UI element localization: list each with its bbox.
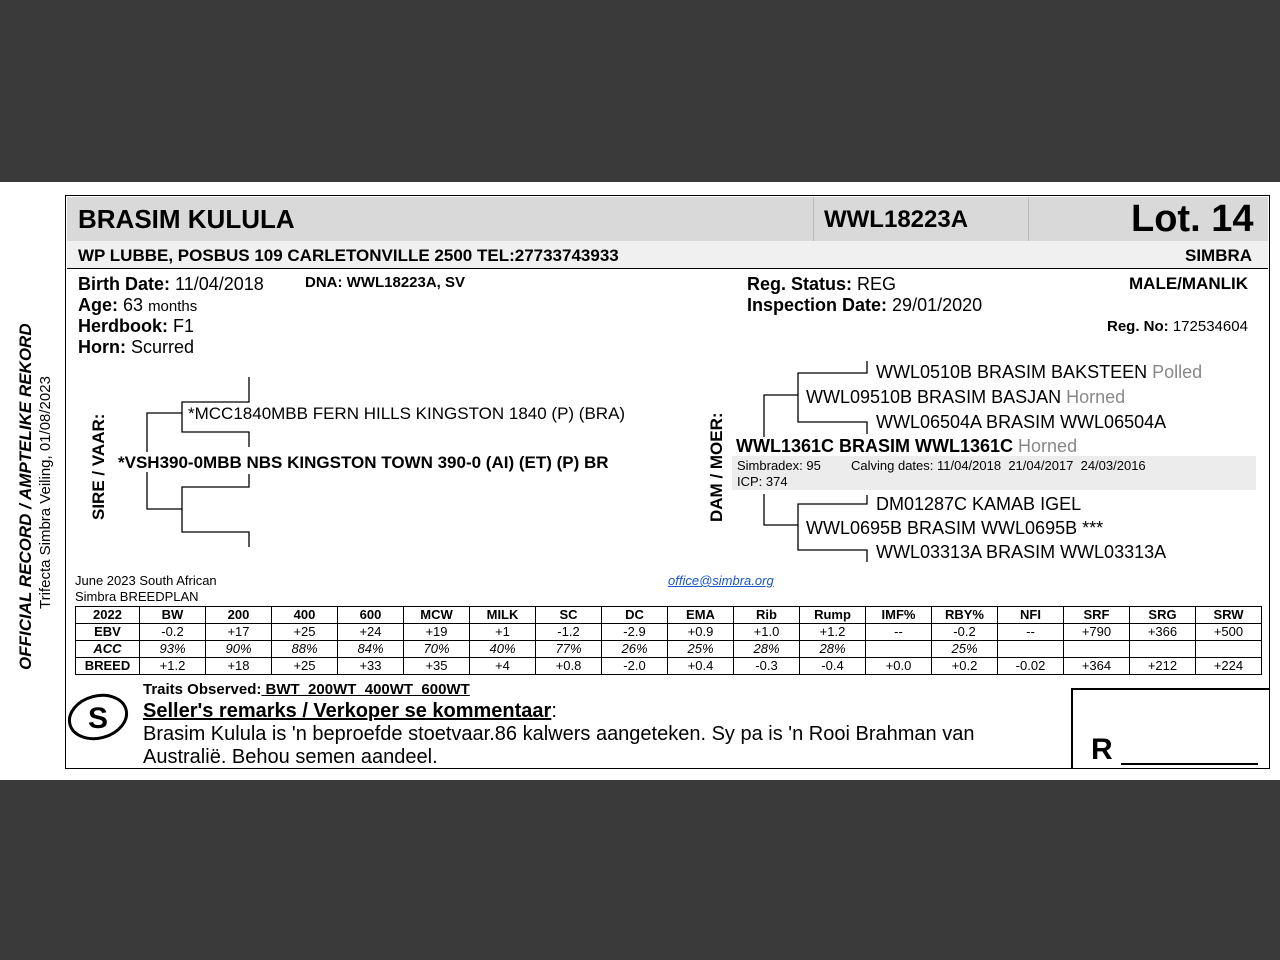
reserve-label: R — [1091, 733, 1113, 766]
ebv-col-srg: SRG — [1130, 607, 1196, 624]
ebv-col-nfi: NFI — [998, 607, 1064, 624]
ebv-col-srf: SRF — [1064, 607, 1130, 624]
animal-id: WWL18223A — [824, 206, 969, 233]
ebv-col-rby: RBY% — [932, 607, 998, 624]
ebv-cell — [998, 641, 1064, 658]
ebv-cell: -1.2 — [536, 624, 602, 641]
dam-calving-dates: Calving dates: 11/04/2018 21/04/2017 24/03/2016 — [851, 458, 1146, 473]
ebv-cell: +19 — [404, 624, 470, 641]
ebv-cell: +25 — [272, 624, 338, 641]
dam-dam-sire: DM01287C KAMAB IGEL — [876, 494, 1082, 514]
ebv-cell: -- — [998, 624, 1064, 641]
dam-sire-dam: WWL06504A BRASIM WWL06504A — [876, 412, 1167, 432]
ebv-cell — [1130, 641, 1196, 658]
sale-label: Trifecta Simbra Veiling, 01/08/2023 — [37, 376, 54, 609]
ebv-cell: +33 — [338, 658, 404, 675]
dam-sire: WWL09510B BRASIM BASJAN Horned — [806, 387, 1126, 407]
ebv-cell: +0.9 — [668, 624, 734, 641]
ebv-cell: -2.0 — [602, 658, 668, 675]
ebv-row-label: ACC — [76, 641, 140, 658]
ebv-cell: +35 — [404, 658, 470, 675]
dam-dam: WWL0695B BRASIM WWL0695B *** — [806, 518, 1104, 538]
ebv-cell — [866, 641, 932, 658]
ebv-cell: +17 — [206, 624, 272, 641]
seller-remarks-line2: Australië. Behou semen aandeel. — [143, 746, 438, 768]
ebv-col-400: 400 — [272, 607, 338, 624]
sire: *VSH390-0MBB NBS KINGSTON TOWN 390-0 (AI) (ET) (P) BR — [118, 453, 609, 472]
ebv-cell: 25% — [668, 641, 734, 658]
animal-name: BRASIM KULULA — [78, 204, 295, 234]
ebv-header-row — [76, 607, 1262, 624]
ebv-row-ebv — [76, 624, 1262, 641]
ebv-col-600: 600 — [338, 607, 404, 624]
dam-icp: ICP: 374 — [737, 474, 788, 489]
breedplan-line2: Simbra BREEDPLAN — [75, 589, 199, 604]
ebv-cell: +0.8 — [536, 658, 602, 675]
email-link[interactable]: office@simbra.org — [668, 573, 774, 588]
ebv-col-rump: Rump — [800, 607, 866, 624]
ebv-cell: +1 — [470, 624, 536, 641]
owner-address: WP LUBBE, POSBUS 109 CARLETONVILLE 2500 TEL:27733743933 — [78, 246, 619, 265]
lot-number: Lot. 14 — [1131, 198, 1254, 240]
ebv-cell: +212 — [1130, 658, 1196, 675]
ebv-cell: 28% — [800, 641, 866, 658]
ebv-cell: +224 — [1196, 658, 1262, 675]
ebv-cell: 26% — [602, 641, 668, 658]
reg-status: Reg. Status: REG — [747, 274, 897, 294]
dam-label: DAM / MOER: — [707, 412, 726, 522]
breedplan-line1: June 2023 South African — [75, 573, 217, 588]
traits-observed: Traits Observed: BWT 200WT 400WT 600WT — [143, 681, 470, 698]
ebv-cell: +0.4 — [668, 658, 734, 675]
ebv-cell: +1.0 — [734, 624, 800, 641]
ebv-cell: 84% — [338, 641, 404, 658]
ebv-cell: 77% — [536, 641, 602, 658]
birth-date: Birth Date: 11/04/2018 — [78, 274, 264, 294]
ebv-cell: +500 — [1196, 624, 1262, 641]
dam-simbradex: Simbradex: 95 — [737, 458, 821, 473]
ebv-cell: +0.0 — [866, 658, 932, 675]
ebv-cell: 70% — [404, 641, 470, 658]
official-record-label: OFFICIAL RECORD / AMPTELIKE REKORD — [16, 323, 35, 670]
breed-name: SIMBRA — [1185, 246, 1253, 265]
ebv-col-dc: DC — [602, 607, 668, 624]
ebv-row-label: BREED — [76, 658, 140, 675]
ebv-cell: +0.2 — [932, 658, 998, 675]
ebv-col-bw: BW — [140, 607, 206, 624]
ebv-cell: 25% — [932, 641, 998, 658]
ebv-row-breed — [76, 658, 1262, 675]
ebv-cell: -0.4 — [800, 658, 866, 675]
ebv-cell: -2.9 — [602, 624, 668, 641]
svg-text:S: S — [87, 702, 109, 735]
simbra-logo — [66, 688, 132, 746]
ebv-col-srw: SRW — [1196, 607, 1262, 624]
ebv-col-200: 200 — [206, 607, 272, 624]
ebv-cell: -0.2 — [932, 624, 998, 641]
ebv-cell: 28% — [734, 641, 800, 658]
ebv-cell — [1196, 641, 1262, 658]
seller-remarks-line1: Brasim Kulula is 'n beproefde stoetvaar.86 kalwers aangeteken. Sy pa is 'n Rooi Brahman van — [143, 723, 975, 745]
ebv-row-label: EBV — [76, 624, 140, 641]
ebv-row-acc — [76, 641, 1262, 658]
ebv-cell: +4 — [470, 658, 536, 675]
ebv-cell: -0.3 — [734, 658, 800, 675]
sex: MALE/MANLIK — [1129, 274, 1248, 293]
seller-remarks-heading: Seller's remarks / Verkoper se kommentaar: — [143, 700, 557, 722]
sire-sire: *MCC1840MBB FERN HILLS KINGSTON 1840 (P) (BRA) — [188, 404, 626, 423]
ebv-cell: +1.2 — [800, 624, 866, 641]
ebv-table — [75, 606, 1262, 675]
ebv-cell: -0.2 — [140, 624, 206, 641]
ebv-col-mcw: MCW — [404, 607, 470, 624]
ebv-cell: +1.2 — [140, 658, 206, 675]
ebv-col-2022: 2022 — [76, 607, 140, 624]
age: Age: 63 months — [78, 295, 198, 315]
ebv-cell: +366 — [1130, 624, 1196, 641]
ebv-col-imf: IMF% — [866, 607, 932, 624]
dam: WWL1361C BRASIM WWL1361C Horned — [736, 436, 1078, 456]
ebv-cell: 90% — [206, 641, 272, 658]
ebv-cell: +18 — [206, 658, 272, 675]
ebv-cell: 88% — [272, 641, 338, 658]
ebv-cell: +790 — [1064, 624, 1130, 641]
ebv-cell: 93% — [140, 641, 206, 658]
dam-dam-dam: WWL03313A BRASIM WWL03313A — [876, 542, 1167, 562]
inspection-date: Inspection Date: 29/01/2020 — [747, 295, 983, 315]
ebv-cell: +364 — [1064, 658, 1130, 675]
reserve-line[interactable] — [1121, 763, 1258, 765]
ebv-cell: +25 — [272, 658, 338, 675]
reg-number: Reg. No: 172534604 — [1107, 318, 1248, 335]
herdbook: Herdbook: F1 — [78, 316, 195, 336]
ebv-col-rib: Rib — [734, 607, 800, 624]
dna-info: DNA: WWL18223A, SV — [305, 274, 466, 291]
catalogue-sheet — [0, 182, 1280, 780]
horn-status: Horn: Scurred — [78, 337, 195, 357]
sire-label: SIRE / VAAR: — [89, 413, 108, 520]
ebv-cell: 40% — [470, 641, 536, 658]
ebv-cell: +24 — [338, 624, 404, 641]
ebv-cell: -0.02 — [998, 658, 1064, 675]
ebv-col-milk: MILK — [470, 607, 536, 624]
ebv-col-ema: EMA — [668, 607, 734, 624]
ebv-col-sc: SC — [536, 607, 602, 624]
ebv-cell — [1064, 641, 1130, 658]
dam-sire-sire: WWL0510B BRASIM BAKSTEEN Polled — [876, 362, 1203, 382]
ebv-cell: -- — [866, 624, 932, 641]
